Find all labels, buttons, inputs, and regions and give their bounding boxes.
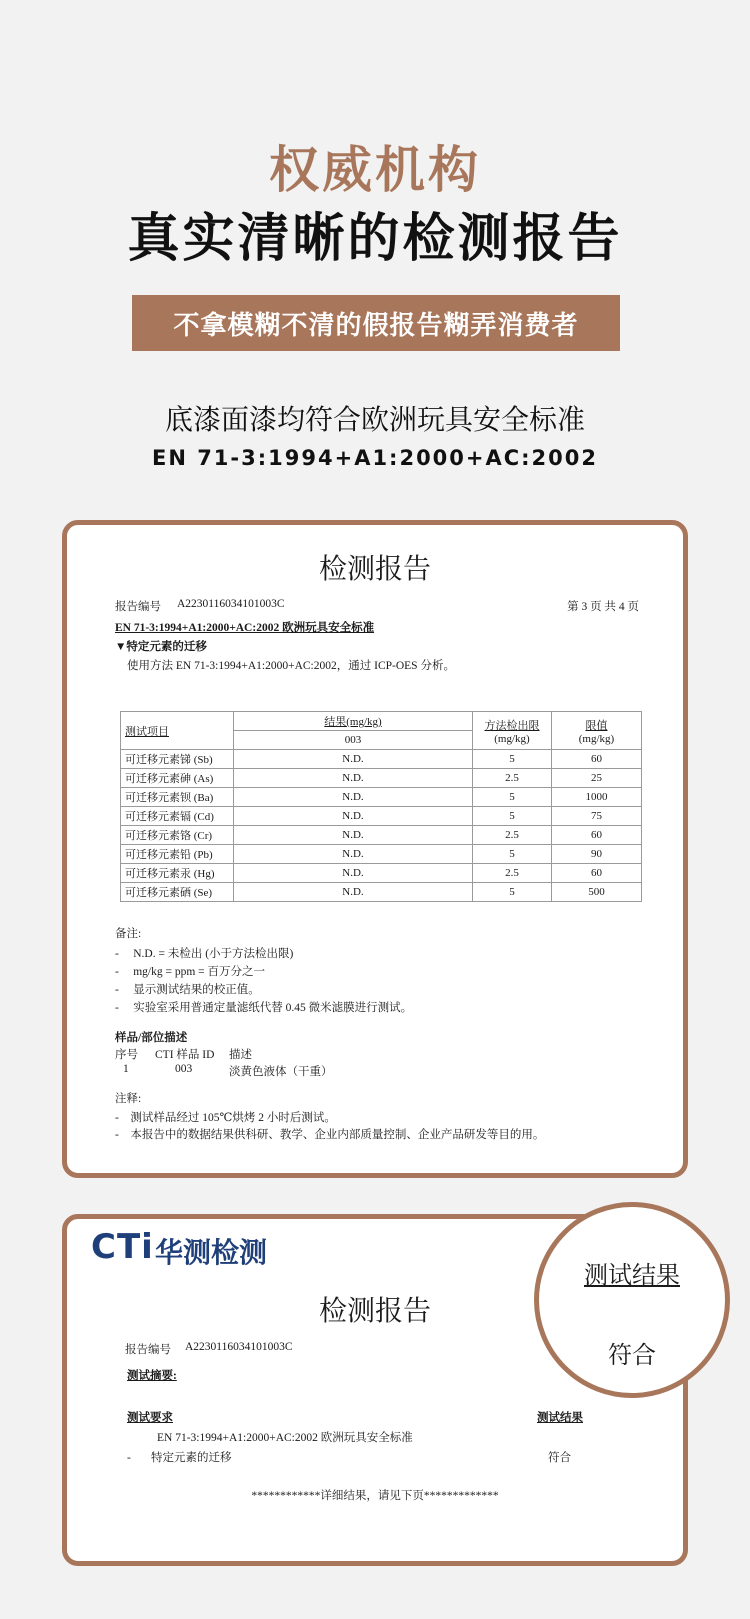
note-item: - N.D. = 未检出 (小于方法检出限) bbox=[115, 948, 294, 960]
standard-code: EN 71-3:1994+A1:2000+AC:2002 bbox=[151, 446, 599, 470]
magnifier-label: 测试结果 bbox=[584, 1261, 680, 1289]
cti-logo: CTi bbox=[91, 1227, 154, 1267]
result-title: 测试结果 bbox=[537, 1412, 583, 1424]
magnifier-value: 符合 bbox=[608, 1341, 656, 1369]
standard-line: EN 71-3:1994+A1:2000+AC:2002 欧洲玩具安全标准 bbox=[115, 622, 375, 634]
standard-description: 底漆面漆均符合欧洲玩具安全标准 bbox=[164, 403, 585, 436]
result-value: 符合 bbox=[548, 1452, 571, 1464]
notes-title: 备注: bbox=[115, 928, 142, 940]
headline-authority: 权威机构 bbox=[269, 141, 481, 199]
section-title: ▼特定元素的迁移 bbox=[115, 641, 207, 653]
sample-header-id: CTI 样品 ID bbox=[155, 1049, 215, 1061]
sample-title: 样品/部位描述 bbox=[115, 1032, 188, 1044]
report-number: A2230116034101003C bbox=[177, 598, 285, 610]
table-row: 可迁移元素硒 (Se) N.D. 5 500 bbox=[121, 883, 642, 902]
note-item: - mg/kg = ppm = 百万分之一 bbox=[115, 966, 266, 978]
remark-item: - 本报告中的数据结果供科研、教学、企业内部质量控制、企业产品研发等目的用。 bbox=[115, 1129, 545, 1141]
note-item: - 显示测试结果的校正值。 bbox=[115, 984, 260, 996]
footer-note: ************详细结果，请见下页************* bbox=[251, 1490, 499, 1502]
report-title: 检测报告 bbox=[318, 1294, 431, 1327]
table-row: 可迁移元素锑 (Sb) N.D. 5 60 bbox=[121, 750, 642, 769]
report-card-detail bbox=[62, 520, 688, 1178]
sample-header-no: 序号 bbox=[115, 1049, 138, 1061]
headline-report: 真实清晰的检测报告 bbox=[127, 209, 623, 269]
result-magnifier bbox=[534, 1202, 730, 1398]
report-number-label: 报告编号 bbox=[115, 601, 161, 613]
note-item: - 实验室采用普通定量滤纸代替 0.45 微米滤膜进行测试。 bbox=[115, 1002, 413, 1014]
table-row: 可迁移元素镉 (Cd) N.D. 5 75 bbox=[121, 807, 642, 826]
col-header-sample-id: 003 bbox=[234, 731, 473, 750]
table-row: 可迁移元素汞 (Hg) N.D. 2.5 60 bbox=[121, 864, 642, 883]
summary-title: 测试摘要: bbox=[127, 1370, 177, 1382]
cti-logo-cn: 华测检测 bbox=[155, 1236, 268, 1269]
sample-id: 003 bbox=[175, 1063, 193, 1075]
report-title: 检测报告 bbox=[318, 552, 431, 585]
requirement-title: 测试要求 bbox=[127, 1412, 173, 1424]
page-indicator: 第 3 页 共 4 页 bbox=[567, 601, 639, 613]
requirement-line-1: EN 71-3:1994+A1:2000+AC:2002 欧洲玩具安全标准 bbox=[157, 1432, 413, 1444]
col-header-limit: 限值 (mg/kg) bbox=[552, 712, 642, 750]
report-number: A2230116034101003C bbox=[185, 1341, 293, 1353]
remark-item: - 测试样品经过 105℃烘烤 2 小时后测试。 bbox=[115, 1112, 336, 1124]
col-header-result: 结果(mg/kg) bbox=[234, 712, 473, 731]
table-row: 可迁移元素铅 (Pb) N.D. 5 90 bbox=[121, 845, 642, 864]
sample-desc: 淡黄色液体（干重） bbox=[229, 1066, 333, 1078]
table-row: 可迁移元素铬 (Cr) N.D. 2.5 60 bbox=[121, 826, 642, 845]
requirement-line-2: - 特定元素的迁移 bbox=[127, 1452, 232, 1464]
remark-title: 注释: bbox=[115, 1093, 142, 1105]
results-table bbox=[120, 711, 642, 902]
sample-no: 1 bbox=[123, 1063, 129, 1075]
report-number-label: 报告编号 bbox=[125, 1344, 171, 1356]
method-text: 使用方法 EN 71-3:1994+A1:2000+AC:2002，通过 ICP-OES 分析。 bbox=[127, 660, 455, 672]
slogan-banner: 不拿模糊不清的假报告糊弄消费者 bbox=[132, 295, 620, 351]
table-row: 可迁移元素砷 (As) N.D. 2.5 25 bbox=[121, 769, 642, 788]
table-row: 可迁移元素钡 (Ba) N.D. 5 1000 bbox=[121, 788, 642, 807]
col-header-item: 测试项目 bbox=[121, 712, 234, 750]
sample-header-desc: 描述 bbox=[229, 1049, 252, 1061]
col-header-mdl: 方法检出限 (mg/kg) bbox=[473, 712, 552, 750]
